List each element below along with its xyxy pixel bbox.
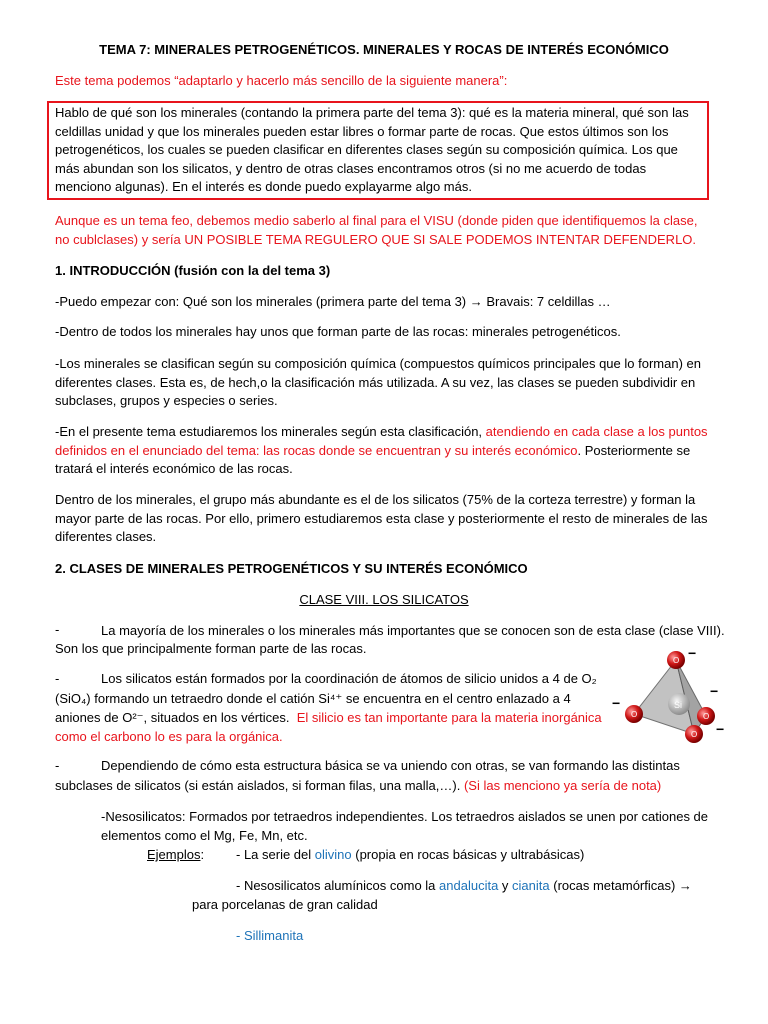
example-1-end: (propia en rocas básicas y ultrabásicas) xyxy=(351,847,585,862)
example-1-olivino: olivino xyxy=(314,847,352,862)
paragraph-4-start: -En el presente tema estudiaremos los minerales según esta clasificación, xyxy=(55,424,486,439)
example-2-mid: y xyxy=(498,878,513,893)
charge-right: − xyxy=(710,683,719,699)
nesosilicatos-label: -Nesosilicatos: xyxy=(101,809,186,824)
silicon-label: Si xyxy=(674,700,683,710)
paragraph-1: -Puedo empezar con: Qué son los minerales (primera parte del tema 3) → Bravais: 7 celdillas … xyxy=(55,294,611,309)
charge-left: − xyxy=(612,695,621,711)
warning-note: Aunque es un tema feo, debemos medio saberlo al final para el VISU (donde piden que identifiquemos la clase, no cublclases) y sería UN POSIBLE TEMA REGULERO QUE SI SALE PODEMOS INTENTAR DEFENDERLO. xyxy=(55,213,698,247)
paragraph-4 xyxy=(55,423,715,479)
bullet-3-red-note: (Si las menciono ya sería de nota) xyxy=(463,778,662,793)
example-2-andalucita: andalucita xyxy=(439,878,499,893)
ejemplos-label: Ejemplos xyxy=(147,847,201,862)
example-2-cianita: cianita xyxy=(512,878,550,893)
ejemplos-heading xyxy=(147,847,204,862)
bullet-3-line-2-text: subclases de silicatos (si están aislados, si forman filas, una malla,…). xyxy=(55,778,461,793)
bullet-1-line-1: La mayoría de los minerales o los minerales más importantes que se conocen son de esta clase (clase VIII). xyxy=(101,623,725,638)
example-3-sillimanita: - Sillimanita xyxy=(236,928,304,943)
nesosilicatos-line-2: elementos como el Mg, Fe, Mn, etc. xyxy=(101,828,308,843)
example-1 xyxy=(236,847,584,862)
ejemplos-colon: : xyxy=(200,847,205,862)
example-2-line-2: para porcelanas de gran calidad xyxy=(192,897,378,912)
paragraph-4-red: atendiendo en cada clase a los puntos definidos en el enunciado del tema: las rocas donde se encuentran y su interés económico xyxy=(55,424,708,458)
bullet-dash-2: - xyxy=(55,671,60,686)
paragraph-2-bold: minerales petrogenéticos. xyxy=(471,324,621,339)
bullet-2-line-3-text: aniones de O²⁻, situados en los vértices. xyxy=(55,710,290,725)
oxygen-label-left: O xyxy=(631,710,638,719)
document-title: TEMA 7: MINERALES PETROGENÉTICOS. MINERALES Y ROCAS DE INTERÉS ECONÓMICO xyxy=(99,42,669,57)
paragraph-5: Dentro de los minerales, el grupo más abundante es el de los silicatos (75% de la corteza terrestre) y forman la mayor parte de las rocas. Por ello, primero estudiaremos esta clase y posteriormente el resto de minerales de las diferentes clases. xyxy=(55,492,708,544)
nesosilicatos-line-1 xyxy=(101,809,711,824)
bullet-2-line-4: como el carbono lo es para la orgánica. xyxy=(55,729,283,744)
example-2-start: - Nesosilicatos alumínicos como la xyxy=(236,878,440,893)
oxygen-label-top: O xyxy=(673,656,680,665)
section-1-heading: 1. INTRODUCCIÓN (fusión con la del tema 3) xyxy=(55,263,331,278)
bullet-2-line-1: Los silicatos están formados por la coordinación de átomos de silicio unidos a 4 de O₂ xyxy=(101,671,597,686)
intro-note: Este tema podemos “adaptarlo y hacerlo más sencillo de la siguiente manera”: xyxy=(55,73,508,88)
example-2 xyxy=(236,878,692,893)
bullet-dash-3: - xyxy=(55,758,60,773)
oxygen-label-right: O xyxy=(703,712,710,721)
charge-top: − xyxy=(688,646,697,661)
nesosilicatos-text: Formados por tetraedros independientes. Los tetraedros aislados se unen por cationes de xyxy=(185,809,709,824)
paragraph-4-end: . Posteriormente se tratará el interés económico de las rocas. xyxy=(55,442,691,476)
paragraph-2-text: -Dentro de todos los minerales hay unos que forman parte de las rocas: xyxy=(55,324,472,339)
bullet-2-line-2: (SiO₄) formando un tetraedro donde el catión Si⁴⁺ se encuentra en el centro enlazado a 4 xyxy=(55,691,571,706)
paragraph-3: -Los minerales se clasifican según su composición química (compuestos químicos principales que lo forman) en diferentes clases. Esta es, de hech,o la clasificación más utilizada. A su vez, las clases se pueden subdividir en subclases, grupos y especies o series. xyxy=(55,356,701,408)
paragraph-2 xyxy=(55,323,715,342)
silicate-tetrahedron-diagram xyxy=(606,646,726,746)
bullet-dash-1: - xyxy=(55,622,60,637)
bullet-1-line-2: Son los que principalmente forman parte de las rocas. xyxy=(55,641,367,656)
summary-box-text: Hablo de qué son los minerales (contando la primera parte del tema 3): qué es la materia mineral, qué son las celdillas unidad y que los minerales pueden estar libres o formar parte de rocas. Que estos últimos son los petrogenéticos, los cuales se pueden clasificar en diferentes clases según su composición química. Los que más abundan son los silicatos, y dentro de otras clases encontramos otros (si no me acuerdo de todas menciono algunas). En el interés es donde puedo explayarme algo más. xyxy=(55,105,689,194)
section-2-heading: 2. CLASES DE MINERALES PETROGENÉTICOS Y SU INTERÉS ECONÓMICO xyxy=(55,561,528,576)
example-1-start: - La serie del xyxy=(236,847,315,862)
bullet-2-line-3-red: El silicio es tan importante para la materia inorgánica xyxy=(296,710,602,725)
example-2-end: (rocas metamórficas) → xyxy=(549,878,692,893)
bullet-3-line-1: Dependiendo de cómo esta estructura básica se va uniendo con otras, se van formando las distintas xyxy=(101,758,680,773)
bullet-3-line-2 xyxy=(55,777,715,796)
clase-heading: CLASE VIII. LOS SILICATOS xyxy=(299,592,469,607)
oxygen-label-bottom: O xyxy=(691,730,698,739)
charge-bottom: − xyxy=(716,721,725,737)
